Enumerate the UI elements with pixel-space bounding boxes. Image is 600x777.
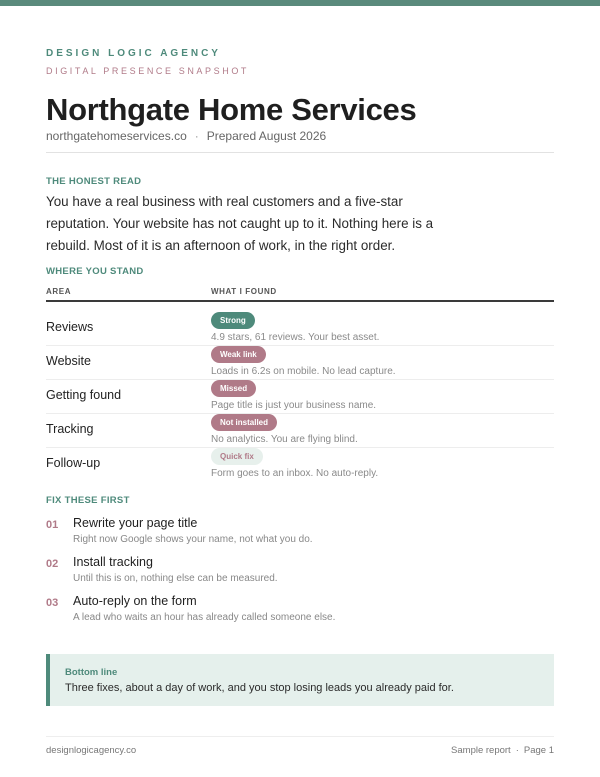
row-note: No analytics. You are flying blind. (211, 434, 358, 445)
table-header-rule (46, 300, 554, 302)
fix-title: Auto-reply on the form (73, 594, 197, 608)
table-row (46, 448, 554, 482)
row-note: Loads in 6.2s on mobile. No lead capture. (211, 366, 396, 377)
table-row (46, 380, 554, 414)
agency-name: DESIGN LOGIC AGENCY (46, 48, 221, 59)
footer-page-info (451, 745, 554, 756)
footer-page-number: Page 1 (523, 745, 554, 756)
bottom-line-callout (46, 654, 554, 706)
row-note: Form goes to an inbox. No auto-reply. (211, 468, 379, 479)
column-header-area: AREA (46, 287, 72, 296)
footer-site: designlogicagency.co (46, 745, 137, 756)
honest-read-text: You have a real business with real customers and a five-star reputation. Your website has not caught up to it. Nothing here is a rebuild. Most of it is an afternoon of work, in the right order. (46, 194, 434, 253)
row-area: Getting found (46, 388, 122, 402)
where-you-stand-label: WHERE YOU STAND (46, 266, 144, 277)
top-accent-bar (0, 0, 600, 6)
footer-report-label: Sample report (451, 745, 511, 756)
table-row (46, 414, 554, 448)
footer-separator: · (515, 745, 519, 756)
footer-divider (46, 736, 554, 737)
row-area: Website (46, 354, 91, 368)
fix-description: A lead who waits an hour has already called someone else. (73, 612, 336, 623)
fix-description: Right now Google shows your name, not what you do. (73, 534, 313, 545)
report-meta (46, 129, 326, 143)
report-subtitle: DIGITAL PRESENCE SNAPSHOT (46, 66, 250, 76)
column-header-found: WHAT I FOUND (211, 287, 277, 296)
row-note: 4.9 stars, 61 reviews. Your best asset. (211, 332, 380, 343)
callout-title: Bottom line (65, 667, 118, 678)
client-domain: northgatehomeservices.co (46, 129, 187, 143)
status-badge: Not installed (211, 414, 277, 431)
row-area: Follow-up (46, 456, 101, 470)
page-title: Northgate Home Services (46, 92, 417, 127)
prepared-date: Prepared August 2026 (206, 129, 327, 143)
table-row (46, 346, 554, 380)
row-note: Page title is just your business name. (211, 400, 377, 411)
honest-read-label: THE HONEST READ (46, 176, 142, 187)
table-row (46, 312, 554, 346)
fix-title: Rewrite your page title (73, 516, 198, 530)
fix-number: 02 (46, 558, 59, 570)
row-area: Tracking (46, 422, 94, 436)
fix-description: Until this is on, nothing else can be measured. (73, 573, 278, 584)
status-badge: Quick fix (211, 448, 263, 465)
status-badge: Missed (211, 380, 256, 397)
status-badge: Strong (211, 312, 255, 329)
fix-title: Install tracking (73, 555, 153, 569)
meta-separator: · (194, 129, 199, 143)
row-area: Reviews (46, 320, 94, 334)
fix-number: 03 (46, 597, 59, 609)
callout-text: Three fixes, about a day of work, and you stop losing leads you already paid for. (65, 682, 454, 694)
status-badge: Weak link (211, 346, 266, 363)
header-divider (46, 152, 554, 153)
fix-first-label: FIX THESE FIRST (46, 495, 130, 506)
fix-number: 01 (46, 519, 59, 531)
